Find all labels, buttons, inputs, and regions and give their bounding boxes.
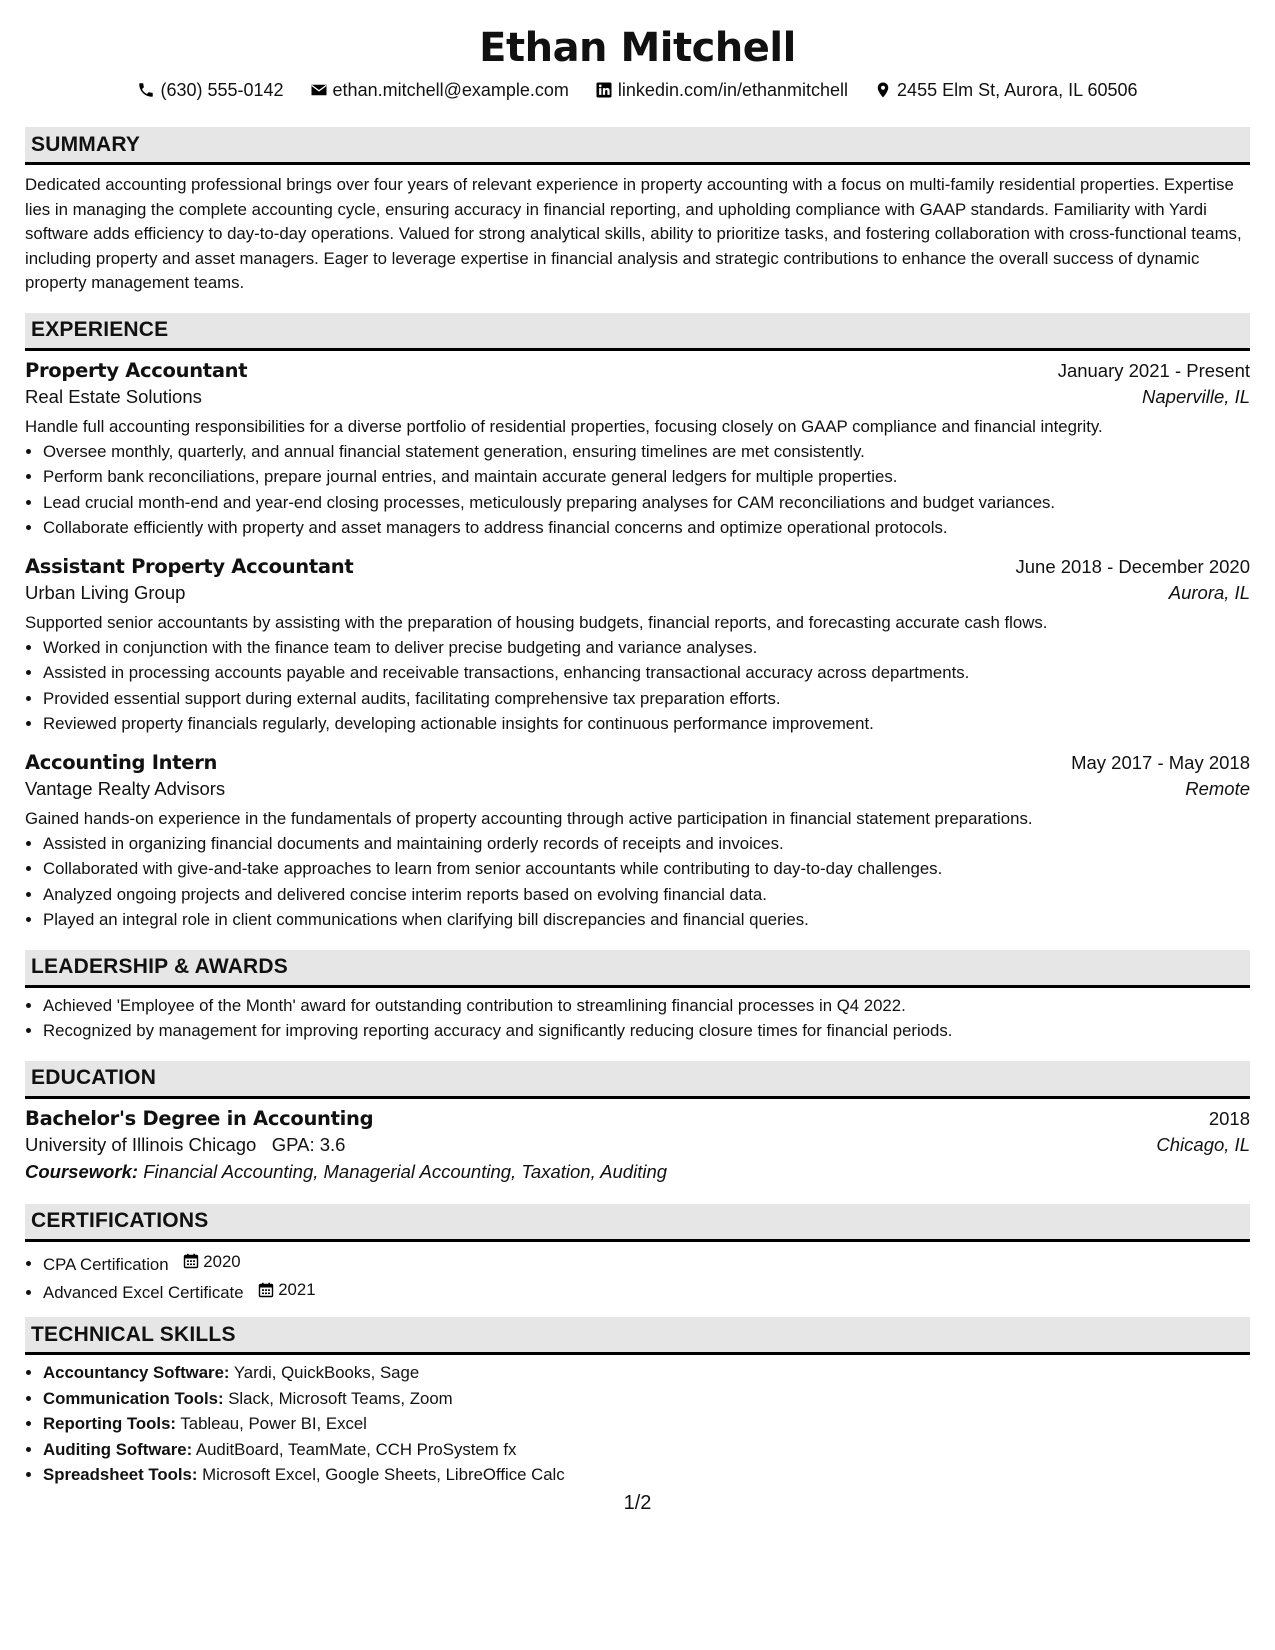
skills-heading: TECHNICAL SKILLS — [25, 1317, 1250, 1355]
list-item: • Assisted in organizing financial documents and maintaining orderly records of receipts and invoices. — [43, 831, 1250, 857]
coursework-label: Coursework: — [25, 1160, 139, 1182]
company-name: Urban Living Group — [25, 581, 186, 603]
awards-heading: LEADERSHIP & AWARDS — [25, 950, 1250, 988]
certification-name: Advanced Excel Certificate — [43, 1282, 244, 1302]
degree-title: Bachelor's Degree in Accounting — [25, 1106, 374, 1130]
phone-text: (630) 555-0142 — [160, 80, 284, 100]
coursework-line — [25, 1161, 1250, 1183]
contact-bar — [25, 78, 1250, 102]
phone-icon — [137, 81, 155, 99]
education-entry — [25, 1107, 1250, 1183]
job-dates: January 2021 - Present — [1057, 359, 1250, 381]
list-item: • Recognized by management for improving reporting accuracy and significantly reducing closure times for financial periods. — [43, 1018, 1250, 1044]
list-item: • Lead crucial month-end and year-end closing processes, meticulously preparing analyses for CAM reconciliations and budget variances. — [43, 490, 1250, 516]
skill-item — [43, 1462, 1250, 1488]
job-title: Accounting Intern — [25, 750, 218, 774]
education-heading: EDUCATION — [25, 1061, 1250, 1099]
envelope-icon — [310, 81, 328, 99]
skill-item — [43, 1386, 1250, 1412]
job-location: Naperville, IL — [1142, 385, 1250, 407]
list-item: • Oversee monthly, quarterly, and annual financial statement generation, ensuring timelines are met consistently. — [43, 439, 1250, 465]
candidate-name: Ethan Mitchell — [479, 25, 796, 71]
list-item: • Analyzed ongoing projects and delivered concise interim reports based on evolving financial data. — [43, 882, 1250, 908]
certification-item — [43, 1249, 1250, 1277]
summary-text: Dedicated accounting professional brings over four years of relevant experience in property accounting with a focus on multi-family residential properties. Expertise lies in managing the complete accounting cycle, ensuring accuracy in financial reporting, and upholding compliance with GAAP standards. Familiarity with Yardi software adds efficiency to day-to-day operations. Valued for strong analytical skills, ability to prioritize tasks, and fostering collaboration with cross-functional teams, including property and asset managers. Eager to leverage expertise in financial analysis and strategic contributions to enhance the overall success of dynamic property management teams. — [25, 175, 1242, 292]
experience-heading: EXPERIENCE — [25, 313, 1250, 351]
job-description: Handle full accounting responsibilities for a diverse portfolio of residential properties, focusing closely on GAAP compliance and financial integrity. — [25, 416, 1103, 436]
list-item: • Collaborate efficiently with property and asset managers to address financial concerns and optimize operational protocols. — [43, 515, 1250, 541]
skill-label: Communication Tools: — [43, 1388, 224, 1408]
skill-value: Tableau, Power BI, Excel — [180, 1414, 367, 1433]
company-name: Vantage Realty Advisors — [25, 777, 226, 799]
skill-item — [43, 1360, 1250, 1386]
list-item: • Reviewed property financials regularly, developing actionable insights for continuous performance improvement. — [43, 711, 1250, 737]
gpa: GPA: 3.6 — [271, 1133, 346, 1155]
coursework-list: Financial Accounting, Managerial Accounting, Taxation, Auditing — [143, 1160, 668, 1182]
list-item: • Played an integral role in client communications when clarifying bill discrepancies and financial queries. — [43, 907, 1250, 933]
list-item: • Provided essential support during external audits, facilitating comprehensive tax preparation efforts. — [43, 686, 1250, 712]
job-description: Supported senior accountants by assisting with the preparation of housing budgets, financial reports, and forecasting accurate cash flows. — [25, 612, 1048, 632]
skills-list — [25, 1360, 1250, 1488]
job-entry — [25, 555, 1250, 737]
skill-value: Yardi, QuickBooks, Sage — [233, 1363, 420, 1382]
map-pin-icon — [874, 81, 892, 99]
skill-label: Reporting Tools: — [43, 1414, 176, 1433]
job-location: Aurora, IL — [1168, 581, 1250, 603]
list-item: • Achieved 'Employee of the Month' award for outstanding contribution to streamlining financial processes in Q4 2022. — [43, 993, 1250, 1019]
email-text: ethan.mitchell@example.com — [332, 80, 569, 100]
job-bullets — [25, 831, 1250, 933]
graduation-year: 2018 — [1208, 1107, 1250, 1129]
certification-year: 2021 — [278, 1279, 316, 1299]
skill-label: Auditing Software: — [43, 1439, 193, 1459]
school-line — [25, 1134, 345, 1156]
job-title: Property Accountant — [25, 358, 248, 382]
list-item: • Collaborated with give-and-take approaches to learn from senior accountants while contributing to day-to-day challenges. — [43, 856, 1250, 882]
certification-item — [43, 1277, 1250, 1305]
contact-linkedin[interactable] — [595, 78, 848, 102]
skill-label: Spreadsheet Tools: — [43, 1465, 198, 1484]
skill-item — [43, 1437, 1250, 1463]
certification-name: CPA Certification — [43, 1254, 169, 1274]
company-name: Real Estate Solutions — [25, 385, 202, 407]
skill-value: AuditBoard, TeamMate, CCH ProSystem fx — [195, 1439, 517, 1459]
list-item: • Perform bank reconciliations, prepare journal entries, and maintain accurate general ledgers for multiple properties. — [43, 464, 1250, 490]
certifications-list — [25, 1249, 1250, 1306]
school-location: Chicago, IL — [1156, 1133, 1250, 1155]
page-number: 1/2 — [623, 1492, 652, 1514]
job-dates: June 2018 - December 2020 — [1015, 555, 1250, 577]
contact-email[interactable] — [310, 78, 569, 102]
contact-address — [874, 78, 1138, 102]
contact-phone[interactable] — [137, 78, 283, 102]
job-entry — [25, 359, 1250, 541]
awards-list — [25, 993, 1250, 1044]
address-text: 2455 Elm St, Aurora, IL 60506 — [897, 80, 1138, 100]
job-dates: May 2017 - May 2018 — [1071, 751, 1250, 773]
skill-value: Slack, Microsoft Teams, Zoom — [228, 1388, 453, 1408]
linkedin-icon — [595, 81, 613, 99]
job-entry — [25, 751, 1250, 933]
list-item: • Worked in conjunction with the finance team to deliver precise budgeting and variance analyses. — [43, 635, 1250, 661]
linkedin-text: linkedin.com/in/ethanmitchell — [617, 80, 849, 100]
calendar-icon — [183, 1253, 199, 1269]
job-title: Assistant Property Accountant — [25, 554, 354, 578]
certifications-heading: CERTIFICATIONS — [25, 1204, 1250, 1242]
school-name: University of Illinois Chicago — [25, 1133, 257, 1155]
skill-label: Accountancy Software: — [43, 1363, 230, 1382]
list-item: • Assisted in processing accounts payable and receivable transactions, enhancing transactional accuracy across departments. — [43, 660, 1250, 686]
job-location: Remote — [1185, 777, 1250, 799]
certification-year: 2020 — [203, 1251, 241, 1271]
skill-item — [43, 1411, 1250, 1437]
summary-heading: SUMMARY — [25, 127, 1250, 165]
certification-date — [183, 1249, 240, 1275]
job-bullets — [25, 635, 1250, 737]
job-description: Gained hands-on experience in the fundamentals of property accounting through active participation in financial statement preparations. — [25, 808, 1033, 828]
certification-date — [258, 1277, 315, 1303]
skill-value: Microsoft Excel, Google Sheets, LibreOffice Calc — [202, 1465, 565, 1484]
job-bullets — [25, 439, 1250, 541]
calendar-icon — [258, 1282, 274, 1298]
resume-page — [25, 22, 1250, 1488]
